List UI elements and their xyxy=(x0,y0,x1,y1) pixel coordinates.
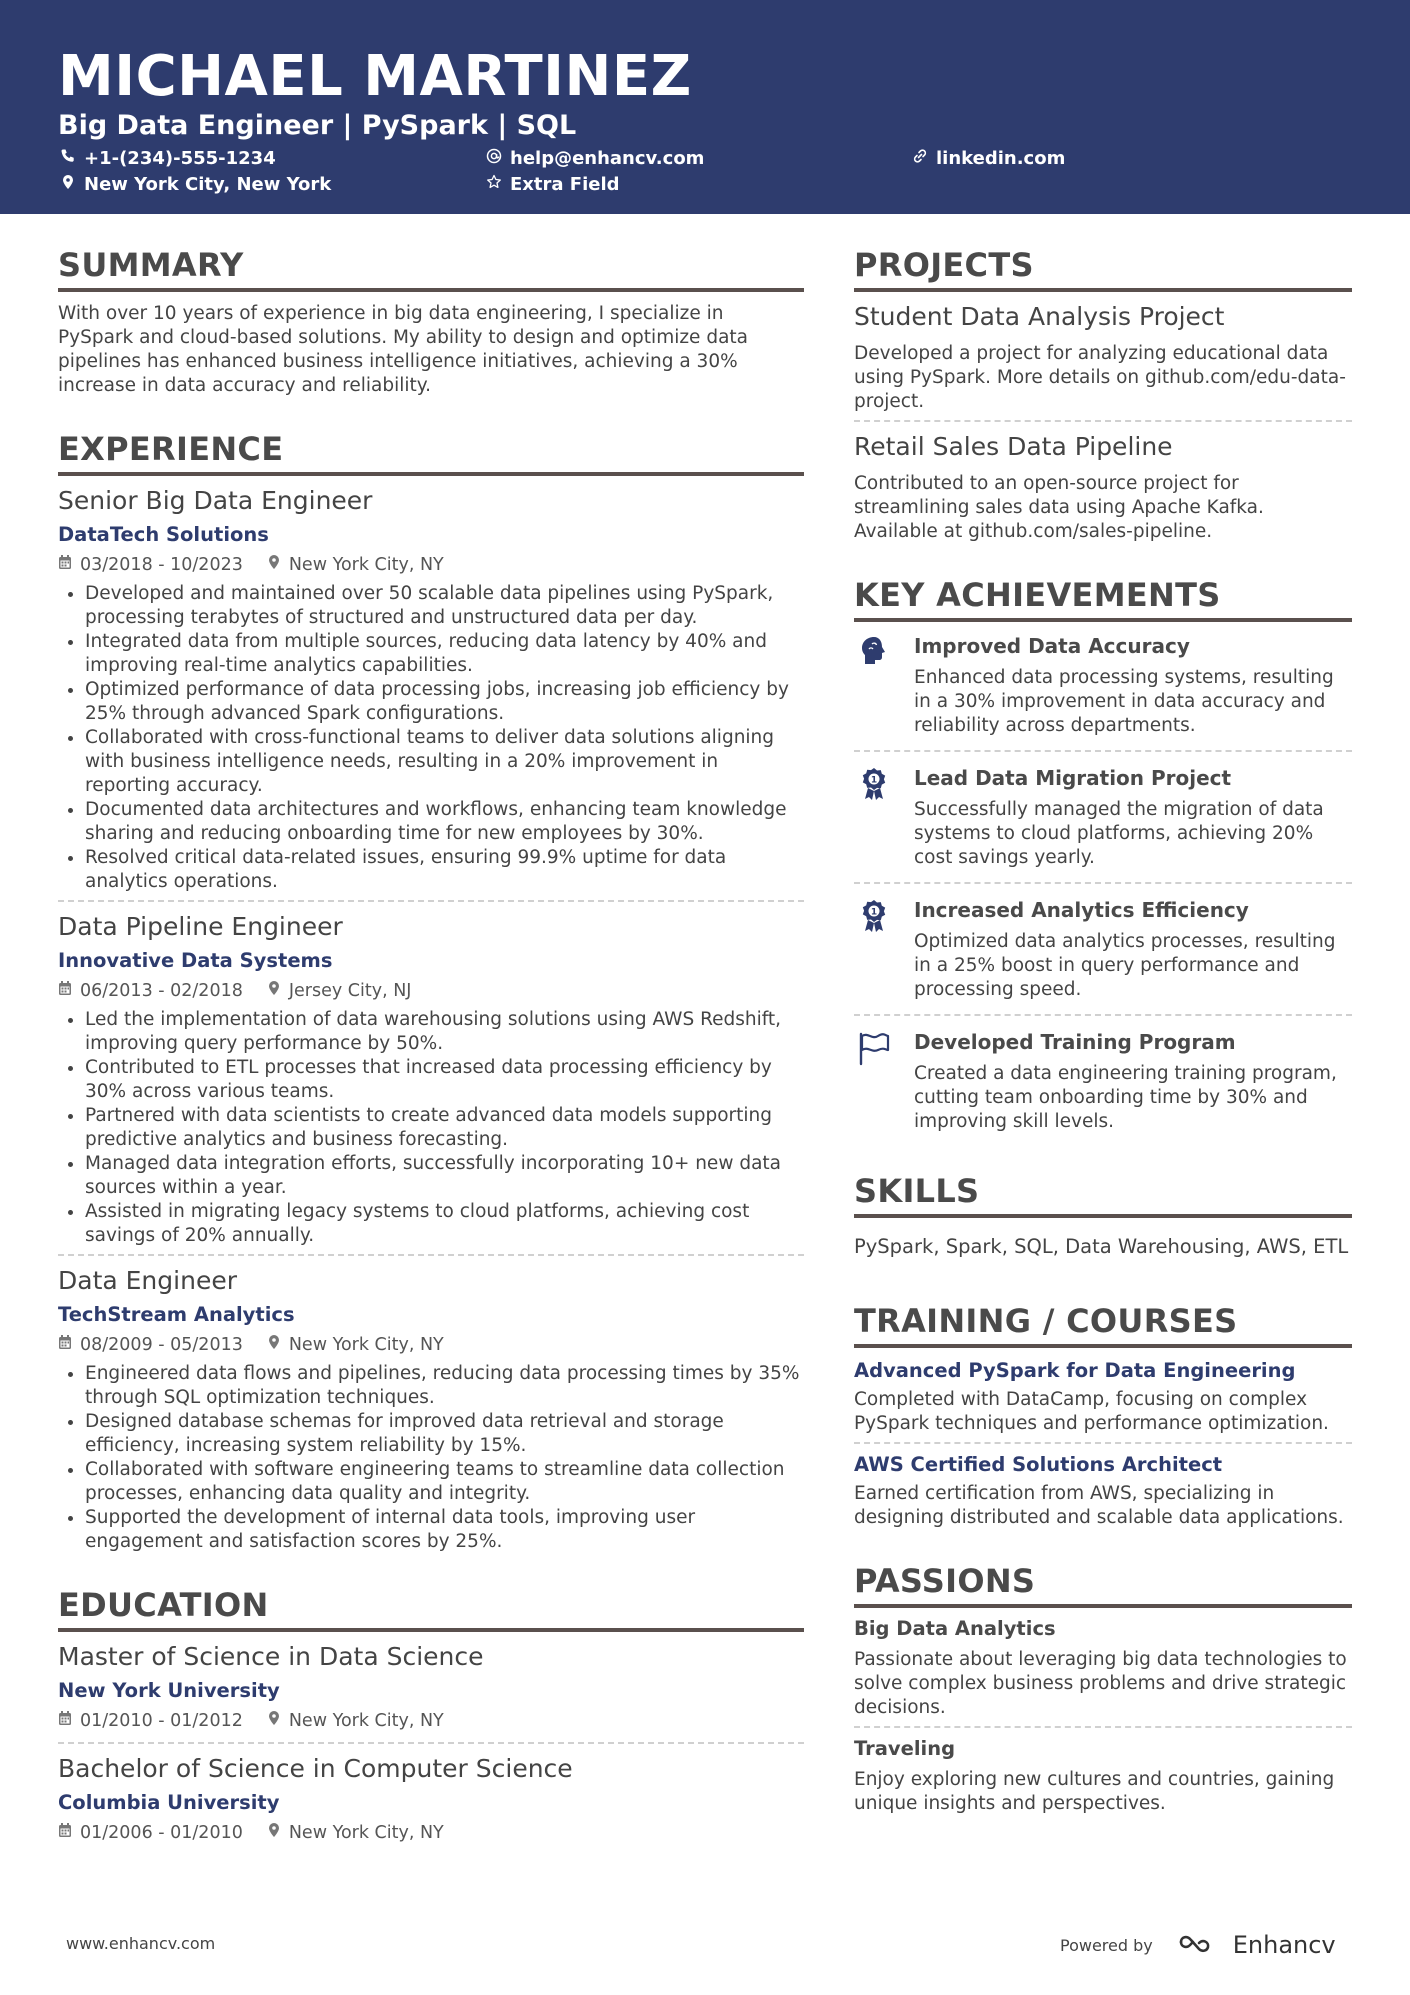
enhancv-brand-text: Enhancv xyxy=(1232,1931,1336,1959)
linkedin-contact[interactable] xyxy=(912,148,1065,169)
list-item: Led the implementation of data warehousing solutions using AWS Redshift, improving query performance by 50%. xyxy=(58,1008,804,1056)
skills-section xyxy=(854,1170,1352,1260)
divider xyxy=(854,750,1352,752)
project-title: Student Data Analysis Project xyxy=(854,302,1225,331)
project-text: Developed a project for analyzing educational data using PySpark. More details on github.com/edu-data-project. xyxy=(854,343,1346,412)
divider xyxy=(854,882,1352,884)
section-heading: SKILLS xyxy=(854,1170,1352,1218)
section-heading: EXPERIENCE xyxy=(58,428,804,476)
job-entry xyxy=(58,484,804,894)
achievement-title: Improved Data Accuracy xyxy=(914,634,1190,658)
linkedin-text: linkedin.com xyxy=(936,148,1066,169)
job-meta xyxy=(58,1334,804,1356)
project-entry xyxy=(854,300,1352,414)
achievements-section xyxy=(854,574,1352,1140)
svg-text:1: 1 xyxy=(870,775,878,786)
job-company[interactable]: DataTech Solutions xyxy=(58,523,269,546)
location-contact xyxy=(60,174,331,195)
list-item: Contributed to ETL processes that increased data processing efficiency by 30% across various teams. xyxy=(58,1056,804,1104)
location-text: New York City, New York xyxy=(84,174,332,195)
divider xyxy=(58,1742,804,1744)
phone-contact[interactable] xyxy=(60,148,276,169)
divider xyxy=(58,1254,804,1256)
job-entry xyxy=(58,910,804,1248)
education-dates: 01/2006 - 01/2010 xyxy=(80,1823,243,1843)
section-heading: PASSIONS xyxy=(854,1560,1352,1608)
at-icon xyxy=(486,148,502,169)
divider xyxy=(854,1442,1352,1444)
map-pin-icon xyxy=(267,980,281,1002)
email-text: help@enhancv.com xyxy=(510,148,705,169)
section-heading: TRAINING / COURSES xyxy=(854,1300,1352,1348)
calendar-icon xyxy=(58,1822,72,1844)
list-item: Developed and maintained over 50 scalable data pipelines using PySpark, processing terabytes of structured and unstructured data per day. xyxy=(58,582,804,630)
divider xyxy=(854,420,1352,422)
phone-text: +1-(234)-555-1234 xyxy=(84,148,276,169)
project-text: Contributed to an open-source project for streamlining sales data using Apache Kafka. Available at github.com/sales-pipeline. xyxy=(854,473,1264,542)
course-title[interactable]: Advanced PySpark for Data Engineering xyxy=(854,1359,1296,1382)
achievement-item xyxy=(854,622,1352,744)
list-item: Integrated data from multiple sources, reducing data latency by 40% and improving real-time analytics capabilities. xyxy=(58,630,804,678)
education-dates: 01/2010 - 01/2012 xyxy=(80,1711,243,1731)
passion-text: Enjoy exploring new cultures and countries, gaining unique insights and perspectives. xyxy=(854,1769,1335,1814)
email-contact[interactable] xyxy=(486,148,704,169)
education-meta xyxy=(58,1822,804,1844)
section-heading: EDUCATION xyxy=(58,1584,804,1632)
job-company[interactable]: TechStream Analytics xyxy=(58,1303,295,1326)
map-pin-icon xyxy=(267,1710,281,1732)
achievement-title: Lead Data Migration Project xyxy=(914,766,1232,790)
list-item: Optimized performance of data processing jobs, increasing job efficiency by 25% through advanced Spark configurations. xyxy=(58,678,804,726)
job-bullets xyxy=(58,1362,804,1554)
job-bullets xyxy=(58,582,804,894)
skills-text: PySpark, Spark, SQL, Data Warehousing, AWS, ETL xyxy=(854,1235,1349,1258)
projects-section xyxy=(854,244,1352,544)
summary-section xyxy=(58,244,804,398)
education-degree: Master of Science in Data Science xyxy=(58,1642,484,1671)
map-pin-icon xyxy=(267,1334,281,1356)
calendar-icon xyxy=(58,1710,72,1732)
footer-branding xyxy=(1060,1930,1336,1960)
achievement-title: Developed Training Program xyxy=(914,1030,1236,1054)
calendar-icon xyxy=(58,1334,72,1356)
passions-section xyxy=(854,1560,1352,1816)
passion-text: Passionate about leveraging big data technologies to solve complex business problems and drive strategic decisions. xyxy=(854,1649,1347,1718)
job-dates: 08/2009 - 05/2013 xyxy=(80,1335,243,1355)
divider xyxy=(58,900,804,902)
list-item: Engineered data flows and pipelines, reducing data processing times by 35% through SQL optimization techniques. xyxy=(58,1362,804,1410)
list-item: Collaborated with cross-functional teams to deliver data solutions aligning with business intelligence needs, resulting in a 20% improvement in reporting accuracy. xyxy=(58,726,804,798)
course-text: Completed with DataCamp, focusing on complex PySpark techniques and performance optimization. xyxy=(854,1389,1329,1434)
job-role: Data Engineer xyxy=(58,1266,237,1295)
summary-text: With over 10 years of experience in big data engineering, I specialize in PySpark and cloud-based solutions. My ability to design and optimize data pipelines has enhanced business intelligence initiatives, achieving a 30% increase in data accuracy and reliability. xyxy=(58,303,748,396)
achievement-text: Optimized data analytics processes, resulting in a 25% boost in query performance and processing speed. xyxy=(914,931,1336,1000)
project-title: Retail Sales Data Pipeline xyxy=(854,432,1173,461)
course-text: Earned certification from AWS, specializing in designing distributed and scalable data applications. xyxy=(854,1483,1344,1528)
achievement-text: Created a data engineering training program, cutting team onboarding time by 30% and improving skill levels. xyxy=(914,1063,1337,1132)
passion-title: Big Data Analytics xyxy=(854,1617,1056,1640)
map-pin-icon xyxy=(60,174,76,195)
education-section xyxy=(58,1584,804,1844)
job-location: Jersey City, NJ xyxy=(288,981,412,1001)
job-role: Senior Big Data Engineer xyxy=(58,486,373,515)
job-location: New York City, NY xyxy=(288,555,444,575)
project-entry xyxy=(854,430,1352,544)
achievement-item xyxy=(854,754,1352,876)
list-item: Managed data integration efforts, successfully incorporating 10+ new data sources within a year. xyxy=(58,1152,804,1200)
list-item: Partnered with data scientists to create advanced data models supporting predictive analytics and business forecasting. xyxy=(58,1104,804,1152)
svg-text:1: 1 xyxy=(870,907,878,918)
achievement-text: Enhanced data processing systems, resulting in a 30% improvement in data accuracy and reliability across departments. xyxy=(914,667,1334,736)
powered-by-label: Powered by xyxy=(1060,1935,1153,1955)
job-bullets xyxy=(58,1008,804,1248)
calendar-icon xyxy=(58,554,72,576)
award-icon xyxy=(854,764,894,870)
education-entry xyxy=(58,1640,804,1732)
experience-section xyxy=(58,428,804,1554)
extra-text: Extra Field xyxy=(510,174,620,195)
education-school[interactable]: New York University xyxy=(58,1679,280,1702)
job-company[interactable]: Innovative Data Systems xyxy=(58,949,333,972)
achievement-title: Increased Analytics Efficiency xyxy=(914,898,1249,922)
job-dates: 06/2013 - 02/2018 xyxy=(80,981,243,1001)
calendar-icon xyxy=(58,980,72,1002)
job-location: New York City, NY xyxy=(288,1335,444,1355)
divider xyxy=(854,1014,1352,1016)
candidate-name: MICHAEL MARTINEZ xyxy=(58,44,692,109)
achievement-item xyxy=(854,886,1352,1008)
map-pin-icon xyxy=(267,1822,281,1844)
job-dates: 03/2018 - 10/2023 xyxy=(80,555,243,575)
section-heading: KEY ACHIEVEMENTS xyxy=(854,574,1352,622)
enhancv-logo[interactable] xyxy=(1177,1930,1336,1960)
map-pin-icon xyxy=(267,554,281,576)
section-heading: PROJECTS xyxy=(854,244,1352,292)
award-icon xyxy=(854,896,894,1002)
job-meta xyxy=(58,980,804,1002)
passion-title: Traveling xyxy=(854,1737,956,1760)
education-location: New York City, NY xyxy=(288,1823,444,1843)
list-item: Designed database schemas for improved data retrieval and storage efficiency, increasing system reliability by 15%. xyxy=(58,1410,804,1458)
phone-icon xyxy=(60,148,76,169)
left-column xyxy=(58,244,804,1874)
list-item: Resolved critical data-related issues, ensuring 99.9% uptime for data analytics operations. xyxy=(58,846,804,894)
achievement-item xyxy=(854,1018,1352,1140)
job-meta xyxy=(58,554,804,576)
achievement-text: Successfully managed the migration of data systems to cloud platforms, achieving 20% cost savings yearly. xyxy=(914,799,1324,868)
list-item: Documented data architectures and workflows, enhancing team knowledge sharing and reducing onboarding time for new employees by 30%. xyxy=(58,798,804,846)
link-icon xyxy=(912,148,928,169)
course-title[interactable]: AWS Certified Solutions Architect xyxy=(854,1453,1223,1476)
enhancv-logo-icon xyxy=(1177,1930,1225,1960)
education-degree: Bachelor of Science in Computer Science xyxy=(58,1754,573,1783)
list-item: Supported the development of internal data tools, improving user engagement and satisfaction scores by 25%. xyxy=(58,1506,804,1554)
education-meta xyxy=(58,1710,804,1732)
education-location: New York City, NY xyxy=(288,1711,444,1731)
extra-contact xyxy=(486,174,620,195)
job-entry xyxy=(58,1264,804,1554)
star-icon xyxy=(486,174,502,195)
right-column xyxy=(854,244,1352,1846)
list-item: Collaborated with software engineering teams to streamline data collection processes, enhancing data quality and integrity. xyxy=(58,1458,804,1506)
brain-icon xyxy=(854,632,894,738)
section-heading: SUMMARY xyxy=(58,244,804,292)
divider xyxy=(854,1726,1352,1728)
candidate-title: Big Data Engineer | PySpark | SQL xyxy=(58,110,577,141)
courses-section xyxy=(854,1300,1352,1530)
footer-website[interactable]: www.enhancv.com xyxy=(66,1934,216,1953)
job-role: Data Pipeline Engineer xyxy=(58,912,343,941)
resume-header xyxy=(0,0,1410,214)
flag-icon xyxy=(854,1028,894,1134)
list-item: Assisted in migrating legacy systems to cloud platforms, achieving cost savings of 20% annually. xyxy=(58,1200,804,1248)
education-entry xyxy=(58,1752,804,1844)
education-school[interactable]: Columbia University xyxy=(58,1791,280,1814)
